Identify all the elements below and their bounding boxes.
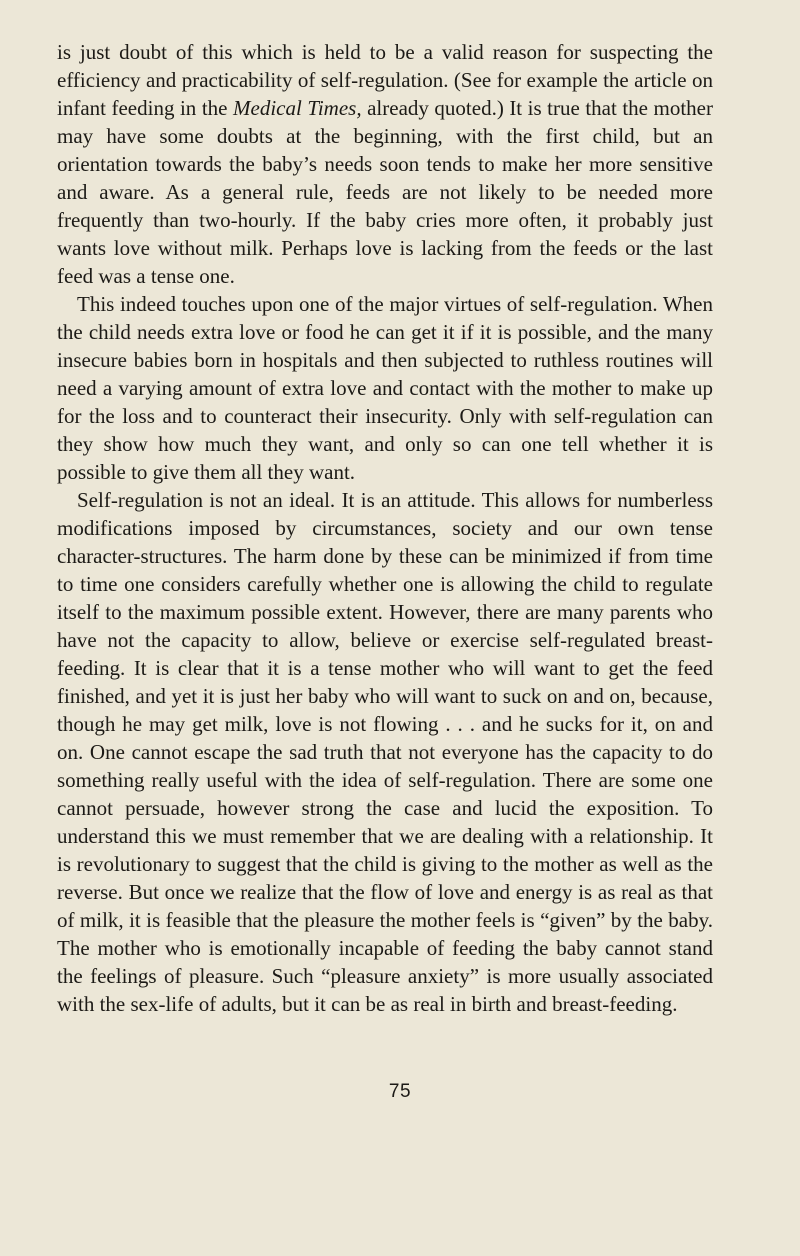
page-body xyxy=(57,38,713,1018)
page-number: 75 xyxy=(388,1081,412,1102)
paragraph-1 xyxy=(57,38,713,290)
paragraph-3: Self-regulation is not an ideal. It is an attitude. This allows for numberless modifications imposed by circumstances, society and our own tense character-structures. The harm done by these can be minimized if from time to time one considers carefully whether one is allowing the child to regulate itself to the maximum possible extent. However, there are many parents who have not the capacity to allow, believe or exercise self-regulated breast-feeding. It is clear that it is a tense mother who will want to get the feed finished, and yet it is just her baby who will want to suck on and on, because, though he may get milk, love is not flowing . . . and he sucks for it, on and on. One cannot escape the sad truth that not everyone has the capacity to do something really useful with the idea of self-regulation. There are some one cannot persuade, however strong the case and lucid the exposition. To understand this we must remember that we are dealing with a relationship. It is revolutionary to suggest that the child is giving to the mother as well as the reverse. But once we realize that the flow of love and energy is as real as that of milk, it is feasible that the pleasure the mother feels is “given” by the baby. The mother who is emotionally incapable of feeding the baby cannot stand the feelings of pleasure. Such “pleasure anxiety” is more usually associated with the sex-life of adults, but it can be as real in birth and breast-feeding. xyxy=(57,488,713,1016)
paragraph-1-before: is just doubt of this which is held to be a valid reason for suspecting the efficiency and practicability of self-regulation. (See for example the article on infant feeding in the xyxy=(57,40,713,120)
paragraph-1-after: already quoted.) It is true that the mother may have some doubts at the beginning, with the first child, but an orientation towards the baby’s needs soon tends to make her more sensitive and aware. As a general rule, feeds are not likely to be needed more frequently than two-hourly. If the baby cries more often, it probably just wants love without milk. Perhaps love is lacking from the feeds or the last feed was a tense one. xyxy=(57,96,713,288)
paragraph-2: This indeed touches upon one of the major virtues of self-regulation. When the child needs extra love or food he can get it if it is possible, and the many insecure babies born in hospitals and then subjected to ruthless routines will need a varying amount of extra love and contact with the mother to make up for the loss and to counteract their insecurity. Only with self-regulation can they show how much they want, and only so can one tell whether it is possible to give them all they want. xyxy=(57,292,713,484)
journal-title: Medical Times, xyxy=(233,96,362,120)
